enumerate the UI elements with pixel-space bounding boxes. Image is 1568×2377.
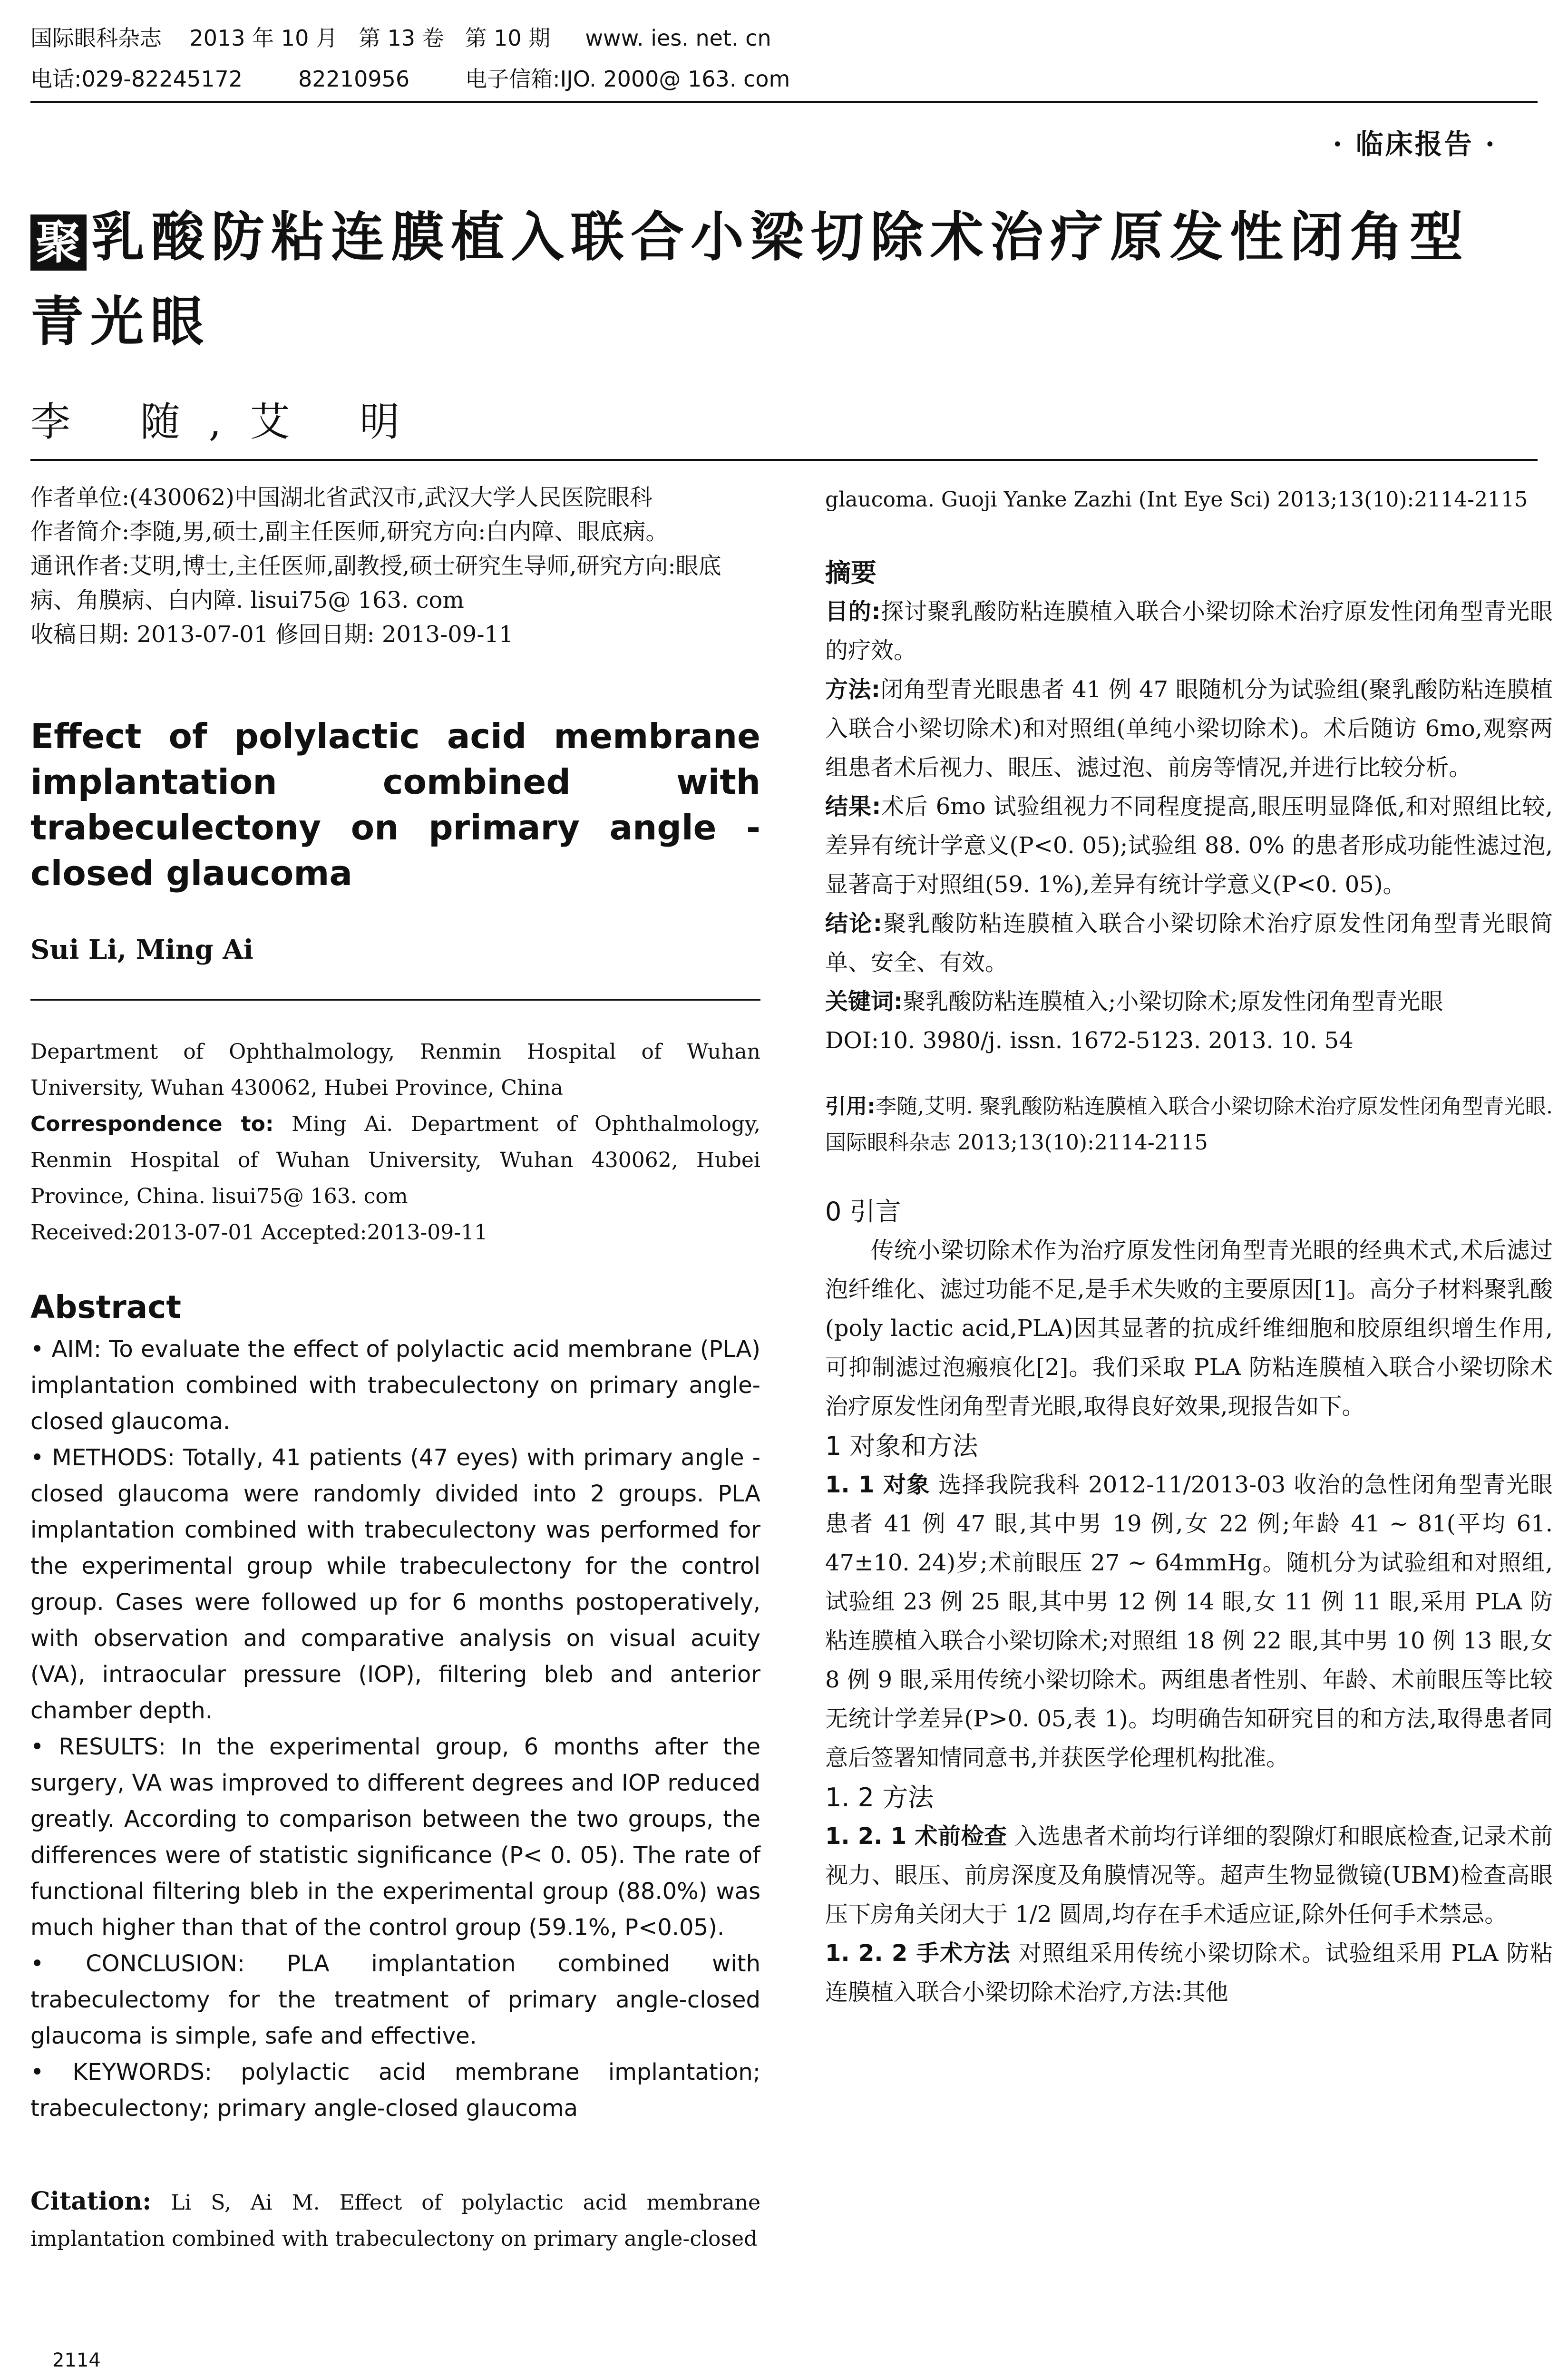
cn-methods <box>825 670 1553 787</box>
preop-paragraph <box>825 1817 1553 1934</box>
methods-heading: 1 对象和方法 <box>825 1431 978 1461</box>
intro-paragraph: 传统小梁切除术作为治疗原发性闭角型青光眼的经典术式,术后滤过泡纤维化、滤过功能不足,是手术失败的主要原因[1]。高分子材料聚乳酸(poly lactic acid,PLA)因其显著的抗成纤维细胞和胶原组织增生作用,可抑制滤过泡瘢痕化[2]。我们采取 PLA 防粘连膜植入联合小梁切除术治疗原发性闭角型青光眼,取得良好效果,现报告如下。 <box>825 1237 1553 1420</box>
cn-keywords-text: 聚乳酸防粘连膜植入;小梁切除术;原发性闭角型青光眼 <box>903 988 1443 1015</box>
cn-conclusion <box>825 904 1553 982</box>
intro-heading: 0 引言 <box>825 1197 901 1227</box>
title-rule <box>30 459 1538 461</box>
correspondence-text: Ming Ai. Department of Ophthalmology, Renmin Hospital of Wuhan University, Wuhan 430062, Hubei Province, China. lisui75@ 163. com <box>30 1112 760 1208</box>
citation-label: Citation: <box>30 2187 152 2216</box>
right-column <box>825 480 1553 2012</box>
journal-header-line-2: 电话:029-82245172 82210956 电子信箱:IJO. 2000@ 163. com <box>30 66 790 92</box>
cn-aim <box>825 592 1553 670</box>
cn-results-label: 结果: <box>825 793 881 820</box>
subjects-text: 选择我院我科 2012-11/2013-03 收治的急性闭角型青光眼患者 41 例 47 眼,其中男 19 例,女 22 例;年龄 41 ~ 81(平均 61. 47±10. 24)岁;术前眼压 27 ~ 64mmHg。随机分为试验组和对照组,试验组 23 例 25 眼,其中男 12 例 14 眼,女 11 例 11 眼,采用 PLA 防粘连膜植入联合小梁切除术;对照组 18 例 22 眼,其中男 10 例 13 眼,女 8 例 9 眼,采用传统小梁切除术。两组患者性别、年龄、术前眼压等比较无统计学差异(P>0. 05,表 1)。均明确告知研究目的和方法,取得患者同意后签署知情同意书,并获医学伦理机构批准。 <box>825 1471 1553 1771</box>
received-dates: 收稿日期: 2013-07-01 修回日期: 2013-09-11 <box>30 621 514 648</box>
preop-text: 入选患者术前均行详细的裂隙灯和眼底检查,记录术前视力、眼压、前房深度及角膜情况等。超声生物显微镜(UBM)检查高眼压下房角关闭大于 1/2 圆周,均存在手术适应证,除外任何手术禁忌。 <box>825 1823 1553 1928</box>
english-title: Effect of polylactic acid membrane implantation combined with trabeculectony on primary angle - closed glaucoma <box>30 716 760 893</box>
cn-aim-text: 探讨聚乳酸防粘连膜植入联合小梁切除术治疗原发性闭角型青光眼的疗效。 <box>825 598 1553 664</box>
subjects-paragraph <box>825 1465 1553 1777</box>
abstract-keywords: • KEYWORDS: polylactic acid membrane implantation; trabeculectony; primary angle-closed glaucoma <box>30 2059 760 2122</box>
cn-keywords <box>825 982 1553 1021</box>
cn-results <box>825 787 1553 904</box>
abstract-methods: • METHODS: Totally, 41 patients (47 eyes) with primary angle - closed glaucoma were randomly divided into 2 groups. PLA implantation combined with trabeculectony was performed for the experimental group while trabeculectony for the control group. Cases were followed up for 6 months postoperatively, with observation and comparative analysis on visual acuity (VA), intraocular pressure (IOP), filtering bleb and anterior chamber depth. <box>30 1444 760 1724</box>
journal-header-line-1: 国际眼科杂志 2013 年 10 月 第 13 卷 第 10 期 www. ies. net. cn <box>30 25 771 51</box>
citation <box>30 2183 760 2257</box>
correspondence <box>30 1106 760 1215</box>
abstract-aim: • AIM: To evaluate the effect of polylactic acid membrane (PLA) implantation combined with trabeculectony on primary angle-closed glaucoma. <box>30 1336 760 1435</box>
received-accepted: Received:2013-07-01 Accepted:2013-09-11 <box>30 1220 488 1245</box>
correspondence-label: Correspondence to: <box>30 1112 274 1136</box>
abstract-conclusion: • CONCLUSION: PLA implantation combined with trabeculectomy for the treatment of primary angle-closed glaucoma is simple, safe and effective. <box>30 1950 760 2049</box>
citation-text: Li S, Ai M. Effect of polylactic acid membrane implantation combined with trabeculectony on primary angle-closed <box>30 2191 760 2251</box>
cn-citation <box>825 1089 1553 1161</box>
header-rule <box>30 101 1538 103</box>
cn-citation-text: 李随,艾明. 聚乳酸防粘连膜植入联合小梁切除术治疗原发性闭角型青光眼. 国际眼科杂志 2013;13(10):2114-2115 <box>825 1094 1553 1155</box>
title-line-1: 乳酸防粘连膜植入联合小梁切除术治疗原发性闭角型 <box>91 206 1470 268</box>
cn-methods-label: 方法: <box>825 676 881 703</box>
title-initial-mark: 聚 <box>30 214 87 271</box>
abstract-results: • RESULTS: In the experimental group, 6 months after the surgery, VA was improved to different degrees and IOP reduced greatly. According to comparison between the two groups, the differences were of statistic significance (P< 0. 05). The rate of functional filtering bleb in the experimental group (88.0%) was much higher than that of the control group (59.1%, P<0.05). <box>30 1734 760 1941</box>
page-number: 2114 <box>52 2349 101 2371</box>
abstract-heading: Abstract <box>30 1289 181 1325</box>
cn-conclusion-label: 结论: <box>825 910 882 937</box>
title-line-2: 青光眼 <box>30 291 210 353</box>
authors-rule <box>30 999 760 1001</box>
affiliation: 作者单位:(430062)中国湖北省武汉市,武汉大学人民医院眼科 <box>30 484 653 511</box>
doi: DOI:10. 3980/j. issn. 1672-5123. 2013. 10. 54 <box>825 1027 1354 1054</box>
cn-citation-label: 引用: <box>825 1094 876 1119</box>
author-profile: 作者简介:李随,男,硕士,副主任医师,研究方向:白内障、眼底病。 <box>30 518 669 545</box>
subjects-label: 1. 1 对象 <box>825 1471 931 1498</box>
cn-keywords-label: 关键词: <box>825 988 903 1015</box>
cn-results-text: 术后 6mo 试验组视力不同程度提高,眼压明显降低,和对照组比较,差异有统计学意义(P<0. 05);试验组 88. 0% 的患者形成功能性滤过泡,显著高于对照组(59. 1%),差异有统计学意义(P<0. 05)。 <box>825 793 1553 898</box>
english-authors: Sui Li, Ming Ai <box>30 934 253 965</box>
cn-methods-text: 闭角型青光眼患者 41 例 47 眼随机分为试验组(聚乳酸防粘连膜植入联合小梁切除术)和对照组(单纯小梁切除术)。术后随访 6mo,观察两组患者术后视力、眼压、滤过泡、前房等情况,并进行比较分析。 <box>825 676 1553 781</box>
citation-continued: glaucoma. Guoji Yanke Zazhi (Int Eye Sci) 2013;13(10):2114-2115 <box>825 487 1528 512</box>
corresponding-author: 通讯作者:艾明,博士,主任医师,副教授,硕士研究生导师,研究方向:眼底病、角膜病、白内障. lisui75@ 163. com <box>30 553 721 614</box>
english-abstract <box>30 1289 760 2126</box>
left-column <box>30 480 760 2257</box>
article-title <box>30 195 1552 364</box>
surgery-label: 1. 2. 2 手术方法 <box>825 1940 1011 1967</box>
cn-conclusion-text: 聚乳酸防粘连膜植入联合小梁切除术治疗原发性闭角型青光眼简单、安全、有效。 <box>825 910 1553 976</box>
surgery-paragraph <box>825 1934 1553 2012</box>
cn-aim-label: 目的: <box>825 598 881 625</box>
cn-abstract-heading: 摘要 <box>825 558 877 588</box>
method-heading: 1. 2 方法 <box>825 1783 934 1812</box>
department: Department of Ophthalmology, Renmin Hospital of Wuhan University, Wuhan 430062, Hubei Province, China <box>30 1040 760 1100</box>
preop-label: 1. 2. 1 术前检查 <box>825 1823 1007 1850</box>
authors-cn: 李 随,艾 明 <box>30 399 429 445</box>
surgery-text: 对照组采用传统小梁切除术。试验组采用 PLA 防粘连膜植入联合小梁切除术治疗,方法:其他 <box>825 1940 1553 2006</box>
section-tag: · 临床报告 · <box>1333 128 1497 160</box>
